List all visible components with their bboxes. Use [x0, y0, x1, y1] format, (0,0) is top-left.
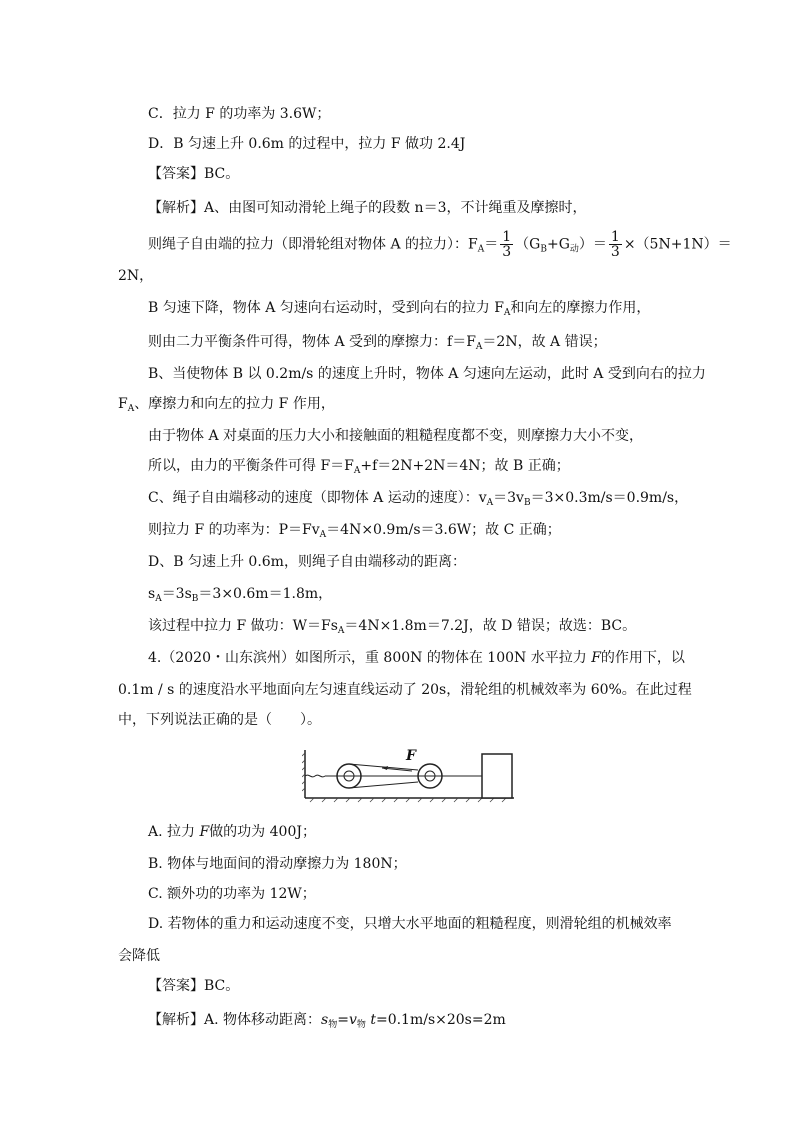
option-c-prev: C．拉力 F 的功率为 3.6W；: [148, 106, 331, 122]
text: ＝4N×0.9m/s＝3.6W；故 C 正确；: [326, 522, 561, 538]
question-4-cont: 0.1m / s 的速度沿水平地面向左匀速直线运动了 20s，滑轮组的机械效率为 60%。在此过程: [118, 682, 692, 698]
analysis-c-power: [148, 520, 561, 545]
analysis-b-down: [148, 298, 650, 323]
text: 做的功为 400J；: [209, 824, 316, 840]
fraction-denominator: 3: [610, 244, 620, 260]
italic-v: v: [348, 1012, 357, 1028]
text: 的作用下，以: [600, 650, 685, 666]
force-label: F: [406, 748, 416, 764]
subscript: A: [353, 466, 361, 476]
answer: 【答案】BC。: [148, 978, 240, 994]
subscript: 物: [328, 1020, 338, 1030]
option-d-cont: 会降低: [118, 948, 160, 964]
fraction: [609, 230, 622, 259]
text: ＝3v: [493, 490, 524, 506]
fraction-numerator: 1: [502, 229, 512, 245]
result-2n: 2N，: [118, 268, 154, 284]
analysis-b: B、当使物体 B 以 0.2m/s 的速度上升时，物体 A 匀速向左运动，此时 A 受到向右的拉力: [148, 366, 706, 382]
subscript: A: [155, 594, 162, 604]
subscript: A: [127, 404, 135, 414]
text: =0.1m/s×20s=2m: [375, 1012, 506, 1028]
option-d: D. 若物体的重力和运动速度不变，只增大水平地面的粗糙程度，则滑轮组的机械效率: [148, 916, 672, 932]
block: [482, 754, 512, 798]
analysis-d-work: [148, 616, 636, 641]
text: s: [148, 586, 156, 602]
italic-t: t: [365, 1012, 376, 1028]
subscript: A: [477, 244, 485, 255]
text: 4.（2020・山东滨州）如图所示，重 800N 的物体在 100N 水平拉力: [148, 650, 592, 666]
text: B 匀速下降，物体 A 匀速向右运动时，受到向右的拉力 F: [148, 300, 504, 316]
italic-f: F: [591, 650, 601, 666]
subscript: B: [191, 594, 199, 604]
text: （G: [515, 236, 541, 253]
text: 该过程中拉力 F 做功：W＝Fs: [148, 618, 338, 634]
subscript: 物: [356, 1020, 366, 1030]
italic-f: F: [199, 824, 210, 840]
text: ＝4N×1.8m＝7.2J，故 D 错误；故选：BC。: [344, 618, 637, 634]
fraction: [500, 230, 513, 259]
option-a: [148, 822, 316, 842]
text: 则由二力平衡条件可得，物体 A 受到的摩擦力：f＝F: [148, 334, 476, 350]
text: ＝3×0.6m＝1.8m，: [198, 586, 333, 602]
text: ）＝: [578, 236, 607, 253]
question-4-end: 中，下列说法正确的是（ ）。: [118, 712, 321, 728]
text: =: [337, 1012, 349, 1028]
text: ＝3×0.3m/s＝0.9m/s，: [530, 490, 689, 506]
text: 则拉力 F 的功率为：P＝Fv: [148, 522, 320, 538]
analysis-d-distance: [148, 584, 332, 609]
text: ×（5N+1N）＝: [623, 236, 732, 253]
fraction-denominator: 3: [502, 244, 512, 260]
subscript: A: [486, 498, 494, 508]
option-d-prev: D．B 匀速上升 0.6m 的过程中，拉力 F 做功 2.4J: [148, 136, 466, 152]
subscript: B: [523, 498, 531, 508]
text: A. 拉力: [148, 824, 200, 840]
subscript: A: [475, 342, 483, 352]
analysis-d: D、B 匀速上升 0.6m，则绳子自由端移动的距离：: [148, 554, 466, 570]
pulley-diagram: [302, 746, 514, 804]
italic-s: s: [321, 1012, 329, 1028]
analysis-intro: 【解析】A、由图可知动滑轮上绳子的段数 n＝3，不计绳重及摩擦时，: [148, 200, 587, 216]
subscript: A: [319, 530, 327, 540]
analysis-friction: [148, 332, 607, 357]
option-b: B. 物体与地面间的滑动摩擦力为 180N；: [148, 856, 407, 872]
text: +f＝2N+2N＝4N；故 B 正确；: [360, 458, 570, 474]
text: +G: [546, 236, 570, 253]
text: ＝3s: [161, 586, 192, 602]
option-c: C. 额外功的功率为 12W；: [148, 886, 316, 902]
text: ＝2N，故 A 错误；: [482, 334, 607, 350]
tension-formula-line: [148, 230, 732, 260]
spring: [305, 775, 325, 777]
question-4: [148, 648, 685, 668]
answer-prev: 【答案】BC。: [148, 166, 240, 182]
text: F: [118, 396, 128, 412]
text: 【解析】A. 物体移动距离：: [148, 1012, 322, 1028]
analysis-a: [148, 1010, 506, 1035]
subscript: A: [503, 308, 511, 318]
text: 、摩擦力和向左的拉力 F 作用，: [134, 396, 335, 412]
subscript: A: [337, 626, 345, 636]
subscript: 动: [569, 244, 579, 255]
text: 则绳子自由端的拉力（即滑轮组对物体 A 的拉力）：F: [148, 236, 478, 253]
text: C、绳子自由端移动的速度（即物体 A 运动的速度）：v: [148, 490, 487, 506]
analysis-force-balance: [148, 456, 570, 481]
analysis-friction-constant: 由于物体 A 对桌面的压力大小和接触面的粗糙程度都不变，则摩擦力大小不变，: [148, 428, 644, 444]
subscript: B: [540, 244, 547, 255]
text: 所以，由力的平衡条件可得 F＝F: [148, 458, 354, 474]
text: 和向左的摩擦力作用，: [510, 300, 651, 316]
analysis-c-speed: [148, 488, 688, 513]
analysis-b-cont: [118, 394, 335, 419]
text: ＝: [484, 236, 499, 253]
fraction-numerator: 1: [610, 229, 620, 245]
